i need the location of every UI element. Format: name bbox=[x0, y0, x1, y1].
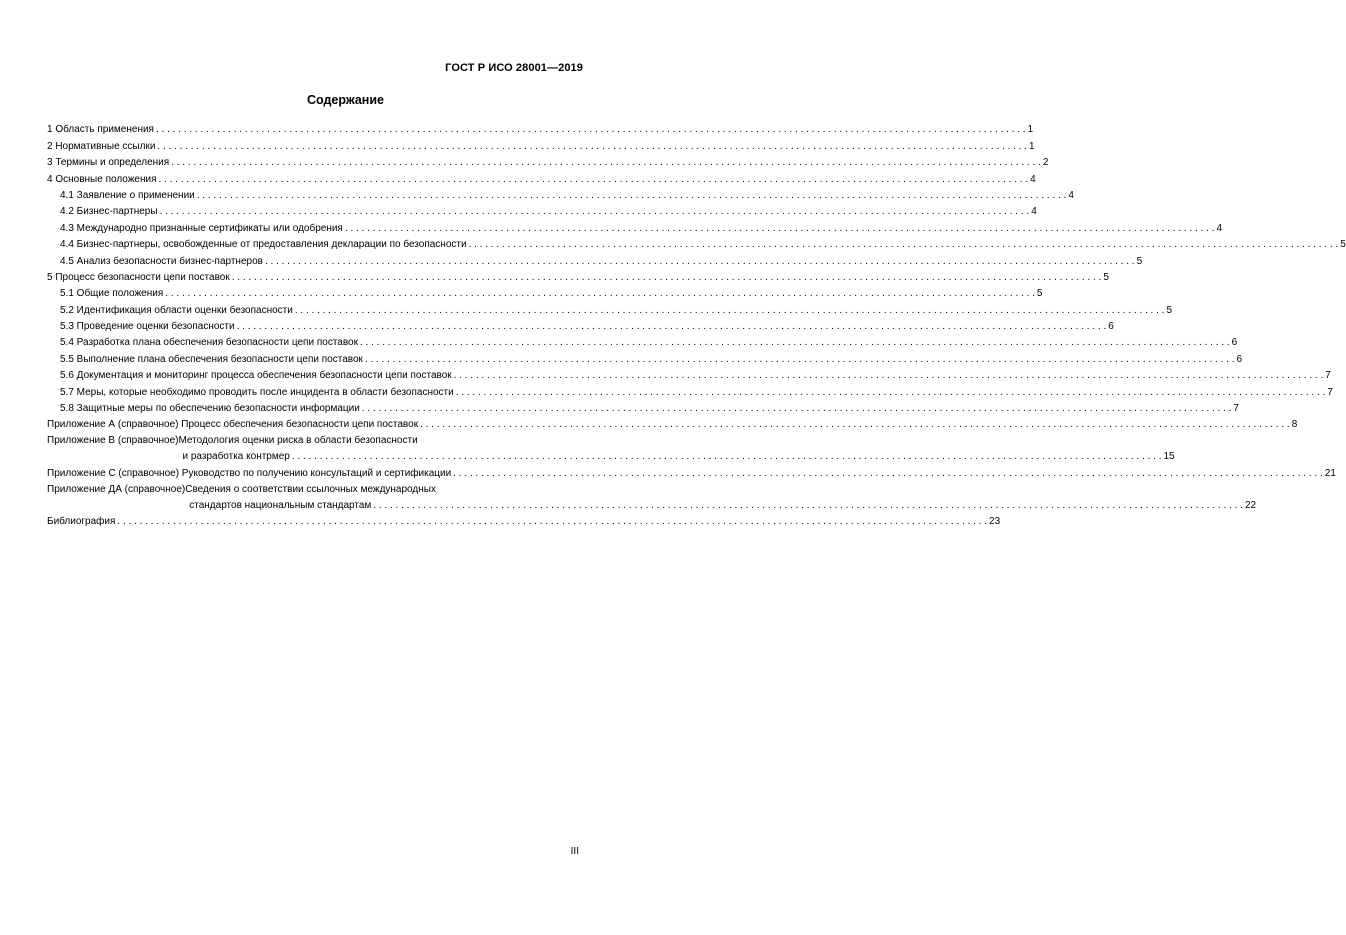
toc-entry[interactable] bbox=[47, 351, 1243, 367]
toc-leader-dots bbox=[165, 286, 1035, 302]
toc-entry-text: Библиография bbox=[47, 516, 116, 528]
toc-entry-text: Приложение А (справочное) Процесс обеспечения безопасности цепи поставок bbox=[47, 419, 419, 431]
toc-leader-dots bbox=[420, 417, 1290, 433]
toc-entry-page: 5 bbox=[1136, 255, 1143, 267]
toc-leader-dots bbox=[360, 335, 1230, 351]
toc-leader-dots bbox=[232, 270, 1102, 286]
toc-entry[interactable] bbox=[47, 204, 1037, 220]
toc-entry-page: 8 bbox=[1291, 419, 1298, 431]
toc-entry-text: Методология оценки риска в области безопасности bbox=[178, 435, 418, 447]
table-of-contents bbox=[47, 122, 1346, 530]
toc-leader-dots bbox=[265, 254, 1135, 270]
toc-entry-text: 4.4 Бизнес-партнеры, освобожденные от предоставления декларации по безопасности bbox=[60, 239, 467, 251]
toc-leader-dots bbox=[454, 368, 1324, 384]
toc-entry[interactable] bbox=[47, 270, 1109, 286]
toc-entry-text: 4 Основные положения bbox=[47, 173, 157, 185]
toc-entry-bibliography[interactable] bbox=[47, 514, 1001, 530]
toc-entry-text: 5.2 Идентификация области оценки безопасности bbox=[60, 304, 293, 316]
toc-leader-dots bbox=[373, 498, 1243, 514]
toc-leader-dots bbox=[171, 155, 1041, 171]
toc-entry-page: 2 bbox=[1042, 157, 1049, 169]
toc-entry-page: 1 bbox=[1027, 124, 1034, 136]
toc-entry-page: 6 bbox=[1231, 337, 1238, 349]
toc-entry[interactable] bbox=[47, 220, 1223, 236]
toc-entry[interactable] bbox=[47, 401, 1239, 417]
toc-entry-page: 23 bbox=[989, 516, 1001, 528]
toc-leader-dots bbox=[292, 449, 1162, 465]
toc-entry-page: 4 bbox=[1068, 189, 1074, 201]
toc-entry-text: 2 Нормативные ссылки bbox=[47, 140, 156, 152]
toc-entry[interactable] bbox=[47, 253, 1143, 269]
toc-entry-text: 1 Область применения bbox=[47, 124, 154, 136]
toc-entry-text: 5.3 Проведение оценки безопасности bbox=[60, 321, 235, 333]
toc-entry-page: 7 bbox=[1233, 403, 1239, 415]
toc-leader-dots bbox=[237, 319, 1107, 335]
toc-leader-dots bbox=[197, 188, 1067, 204]
toc-leader-dots bbox=[157, 139, 1027, 155]
toc-leader-dots bbox=[456, 385, 1326, 401]
toc-entry-page: 6 bbox=[1236, 353, 1243, 365]
toc-entry-text: Приложение С (справочное) Руководство по получению консультаций и сертификации bbox=[47, 467, 452, 479]
toc-entry-page: 22 bbox=[1244, 499, 1257, 511]
toc-entry[interactable] bbox=[47, 237, 1346, 253]
toc-entry-text: 5.4 Разработка плана обеспечения безопасности цепи поставок bbox=[60, 337, 358, 349]
toc-leader-dots bbox=[345, 221, 1215, 237]
toc-entry-page: 4 bbox=[1030, 173, 1036, 185]
toc-entry-page: 1 bbox=[1029, 140, 1035, 152]
toc-leader-dots bbox=[295, 303, 1165, 319]
toc-leader-dots bbox=[453, 466, 1323, 482]
toc-entry-text: 4.3 Международно признанные сертификаты или одобрения bbox=[60, 222, 343, 234]
toc-entry[interactable] bbox=[47, 122, 1034, 138]
toc-entry-page: 4 bbox=[1216, 222, 1223, 234]
toc-leader-dots bbox=[365, 352, 1235, 368]
toc-leader-dots bbox=[159, 172, 1029, 188]
toc-entry[interactable] bbox=[47, 155, 1049, 171]
toc-entry-prefix: Приложение ДА (справочное) bbox=[47, 483, 186, 495]
toc-entry-text: 4.1 Заявление о применении bbox=[60, 189, 195, 201]
toc-entry-text: 5.8 Защитные меры по обеспечению безопасности информации bbox=[60, 403, 360, 415]
toc-leader-dots bbox=[156, 122, 1026, 138]
toc-entry-page: 7 bbox=[1325, 370, 1331, 382]
toc-entry[interactable] bbox=[47, 368, 1331, 384]
toc-entry-prefix: Приложение В (справочное) bbox=[47, 435, 179, 447]
toc-entry[interactable] bbox=[47, 188, 1074, 204]
toc-entry-page: 15 bbox=[1163, 451, 1175, 463]
toc-entry-text: стандартов национальным стандартам bbox=[189, 499, 372, 511]
toc-entry-text: 5 Процесс безопасности цепи поставок bbox=[47, 271, 230, 283]
toc-leader-dots bbox=[117, 514, 987, 530]
document-id: ГОСТ Р ИСО 28001—2019 bbox=[445, 62, 583, 74]
toc-leader-dots bbox=[469, 237, 1339, 253]
toc-entry-text: 5.5 Выполнение плана обеспечения безопасности цепи поставок bbox=[60, 353, 363, 365]
toc-entry[interactable] bbox=[47, 302, 1173, 318]
toc-entry-page: 5 bbox=[1036, 288, 1043, 300]
toc-entry-page: 7 bbox=[1327, 386, 1333, 398]
toc-entry-text: 5.6 Документация и мониторинг процесса обеспечения безопасности цепи поставок bbox=[60, 370, 452, 382]
toc-entry[interactable] bbox=[47, 286, 1043, 302]
toc-entry-text: 4.2 Бизнес-партнеры bbox=[60, 206, 158, 218]
toc-entry-text: и разработка контрмер bbox=[182, 451, 290, 463]
toc-entry-appendix-c[interactable] bbox=[47, 465, 1336, 481]
toc-rows bbox=[47, 122, 1346, 433]
toc-leader-dots bbox=[160, 204, 1030, 220]
toc-entry-page: 21 bbox=[1324, 467, 1336, 479]
page-title: Содержание bbox=[306, 93, 384, 107]
toc-entry-appendix-b[interactable] bbox=[47, 433, 1175, 465]
toc-entry[interactable] bbox=[47, 138, 1035, 154]
toc-entry[interactable] bbox=[47, 335, 1238, 351]
toc-entry-text: 5.7 Меры, которые необходимо проводить после инцидента в области безопасности bbox=[60, 386, 454, 398]
toc-entry[interactable] bbox=[47, 417, 1298, 433]
toc-entry[interactable] bbox=[47, 171, 1036, 187]
toc-entry[interactable] bbox=[47, 384, 1333, 400]
toc-entry-text: 4.5 Анализ безопасности бизнес-партнеров bbox=[60, 255, 263, 267]
toc-entry-page: 6 bbox=[1108, 321, 1114, 333]
toc-leader-dots bbox=[362, 401, 1232, 417]
toc-entry-page: 4 bbox=[1031, 206, 1037, 218]
toc-entry-appendix-da[interactable] bbox=[47, 482, 1257, 514]
toc-entry-page: 5 bbox=[1103, 271, 1109, 283]
toc-entry-text: Сведения о соответствии ссылочных международных bbox=[185, 483, 436, 495]
toc-entry-page: 5 bbox=[1340, 239, 1346, 251]
page-number: III bbox=[570, 846, 579, 857]
toc-entry-text: 3 Термины и определения bbox=[47, 157, 170, 169]
toc-entry[interactable] bbox=[47, 319, 1114, 335]
toc-entry-text: 5.1 Общие положения bbox=[60, 288, 164, 300]
toc-entry-page: 5 bbox=[1166, 304, 1173, 316]
